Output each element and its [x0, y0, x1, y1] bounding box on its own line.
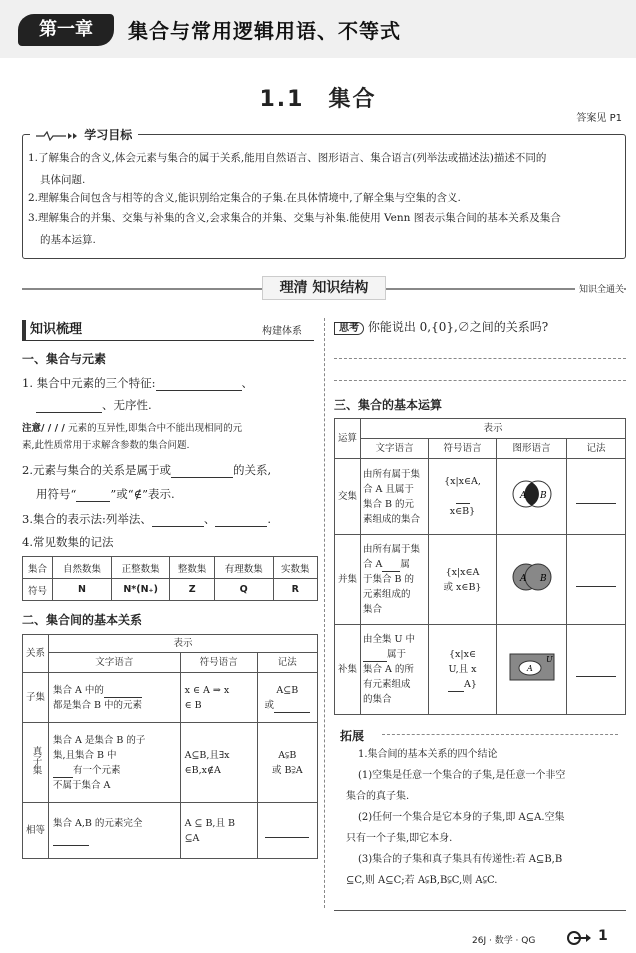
table-cell: 由全集 U 中 属于 集合 A 的所 有元素组成 的集合 — [361, 625, 429, 715]
svg-text:A: A — [526, 664, 533, 673]
blank — [171, 477, 233, 478]
goal-1b: 具体问题. — [40, 174, 86, 186]
table-header: 记法 — [257, 653, 317, 673]
extension-tag: 拓展 — [340, 727, 370, 744]
venn-complement-icon — [504, 649, 560, 685]
table-row — [23, 557, 318, 579]
learning-goals-heading — [30, 126, 138, 143]
table-cell — [497, 459, 567, 535]
table-row — [23, 803, 318, 859]
table-row — [335, 535, 626, 625]
knowledge-summary-heading: 知识梳理 — [22, 320, 84, 340]
table-row — [23, 723, 318, 803]
q1-line2: 、无序性. — [36, 397, 152, 413]
table-cell: 符号 — [23, 579, 53, 601]
banner-right-label: 知识全通关 — [575, 282, 624, 295]
table-cell — [257, 803, 317, 859]
table-header: 关系 — [23, 635, 49, 673]
number-set-table — [22, 556, 318, 601]
blank — [152, 526, 204, 527]
svg-text:B: B — [539, 574, 547, 584]
table-cell: Z — [170, 579, 214, 601]
goals-heading-text: 学习目标 — [84, 128, 133, 142]
page-number: 1 — [598, 928, 608, 944]
table-cell: N — [53, 579, 112, 601]
table-header: 符号语言 — [429, 439, 497, 459]
table-cell: 并集 — [335, 535, 361, 625]
blank — [76, 501, 110, 502]
table-cell: 集合 A 是集合 B 的子 集,且集合 B 中 有一个元素 不属于集合 A — [49, 723, 181, 803]
build-system-label: 构建体系 — [262, 326, 302, 337]
table-cell: R — [273, 579, 317, 601]
table-cell: x ∈ A ⇒ x ∈ B — [180, 673, 257, 723]
section-banner: 理清 知识结构 — [262, 276, 386, 300]
table-header: 图形语言 — [497, 439, 567, 459]
pulse-arrow-icon — [36, 131, 80, 141]
table-row — [23, 673, 318, 723]
table-cell — [567, 459, 626, 535]
table-cell: {x|x∈ U,且 x A} — [429, 625, 497, 715]
svg-text:A: A — [519, 574, 526, 584]
table-cell: A ⊆ B,且 B ⊆A — [180, 803, 257, 859]
table-header: 运算 — [335, 419, 361, 459]
chapter-label: 第一章 — [18, 14, 114, 46]
q1-line: 1. 集合中元素的三个特征: 、 — [22, 376, 254, 390]
goal-1a: 1.了解集合的含义,体会元素与集合的属于关系,能用自然语言、图形语言、集合语言(列举法或描述法)描述不同的 — [28, 152, 547, 164]
extension-text: 1.集合间的基本关系的四个结论 (1)空集是任意一个集合的子集,是任意一个非空 集合的真子集. (2)任何一个集合是它本身的子集,即 A⊆A.空集 只有一个子集,即它本身. (3)集合的子集和真子集具有传递性:若 A⊆B,B ⊆C,则 A⊆C;若 A⫋B,B⫋C,则 A⫋C. — [346, 749, 566, 886]
think-tag: 思考 — [334, 322, 364, 335]
q2-line2: 用符号“ ”或“∉”表示. — [36, 487, 175, 501]
blank — [156, 390, 242, 391]
subsection-2-title: 二、集合间的基本关系 — [22, 613, 143, 627]
table-cell: 真子集 — [23, 723, 49, 803]
svg-text:U: U — [545, 655, 553, 664]
footer-code: 26J · 数学 · QG — [472, 936, 536, 946]
answer-line — [334, 358, 626, 359]
table-cell: A⊆B 或 — [257, 673, 317, 723]
answer-line — [334, 380, 626, 381]
venn-union-icon — [504, 557, 560, 597]
blank — [36, 412, 102, 413]
table-header: 符号语言 — [180, 653, 257, 673]
relation-table — [22, 634, 318, 859]
note-tag: 注意 — [22, 423, 42, 434]
table-header: 表示 — [49, 635, 318, 653]
table-cell — [567, 625, 626, 715]
heading-underline — [22, 340, 314, 341]
table-cell — [497, 535, 567, 625]
subsection-1-title: 一、集合与元素 — [22, 352, 107, 366]
table-cell: {x|x∈A 或 x∈B} — [429, 535, 497, 625]
goal-3b: 的基本运算. — [40, 234, 96, 246]
extension-line — [382, 734, 618, 735]
table-cell: 相等 — [23, 803, 49, 859]
table-cell: A⊆B,且∃x ∈B,x∉A — [180, 723, 257, 803]
venn-intersection-icon — [504, 474, 560, 514]
chapter-title: 集合与常用逻辑用语、不等式 — [128, 19, 401, 43]
blank — [215, 526, 267, 527]
table-cell: {x|x∈A, x∈B} — [429, 459, 497, 535]
table-cell: 集合 A 中的 都是集合 B 中的元素 — [49, 673, 181, 723]
table-cell: A⫋B 或 B⫌A — [257, 723, 317, 803]
note-block: 注意/ / / / 元素的互异性,即集合中不能出现相同的元 素,此性质常用于求解含参数的集合问题. — [22, 423, 243, 451]
svg-text:A: A — [519, 491, 526, 501]
table-cell: 补集 — [335, 625, 361, 715]
q2-line: 2.元素与集合的关系是属于或 的关系, — [22, 463, 272, 477]
table-cell: 整数集 — [170, 557, 214, 579]
goal-2: 2.理解集合间包含与相等的含义,能识别给定集合的子集.在具体情境中,了解全集与空集的含义. — [28, 192, 461, 204]
table-cell — [567, 535, 626, 625]
table-cell: 交集 — [335, 459, 361, 535]
table-header: 表示 — [361, 419, 626, 439]
table-row — [335, 459, 626, 535]
svg-text:B: B — [539, 491, 547, 501]
table-cell: 正整数集 — [111, 557, 170, 579]
table-cell: 由所有属于集 合 A 且属于 集合 B 的元 素组成的集合 — [361, 459, 429, 535]
table-cell: 有理数集 — [214, 557, 273, 579]
cycle-arrow-icon — [566, 930, 592, 946]
table-header: 文字语言 — [361, 439, 429, 459]
table-cell: 实数集 — [273, 557, 317, 579]
column-divider — [324, 318, 325, 908]
table-cell — [497, 625, 567, 715]
table-cell: N*(N₊) — [111, 579, 170, 601]
section-title: 1.1 集合 — [259, 87, 377, 112]
table-cell: 由所有属于集 合 A 属 于集合 B 的 元素组成的 集合 — [361, 535, 429, 625]
table-cell: 集合 A,B 的元素完全 — [49, 803, 181, 859]
table-cell: 集合 — [23, 557, 53, 579]
table-header: 记法 — [567, 439, 626, 459]
table-header: 文字语言 — [49, 653, 181, 673]
table-row — [23, 579, 318, 601]
table-row — [335, 625, 626, 715]
q3-line: 3.集合的表示法:列举法、 、 . — [22, 512, 272, 526]
subsection-3-title: 三、集合的基本运算 — [334, 398, 443, 412]
answer-reference: 答案见 P1 — [576, 113, 622, 124]
goal-3a: 3.理解集合的并集、交集与补集的含义,会求集合的并集、交集与补集.能使用 Venn 图表示集合间的基本关系及集合 — [28, 212, 561, 224]
table-cell: Q — [214, 579, 273, 601]
table-cell: 自然数集 — [53, 557, 112, 579]
q4-title: 4.常见数集的记法 — [22, 535, 114, 549]
think-question: 你能说出 0,{0},∅之间的关系吗? — [367, 320, 549, 334]
think-line — [334, 318, 548, 335]
operation-table — [334, 418, 626, 715]
table-cell: 子集 — [23, 673, 49, 723]
